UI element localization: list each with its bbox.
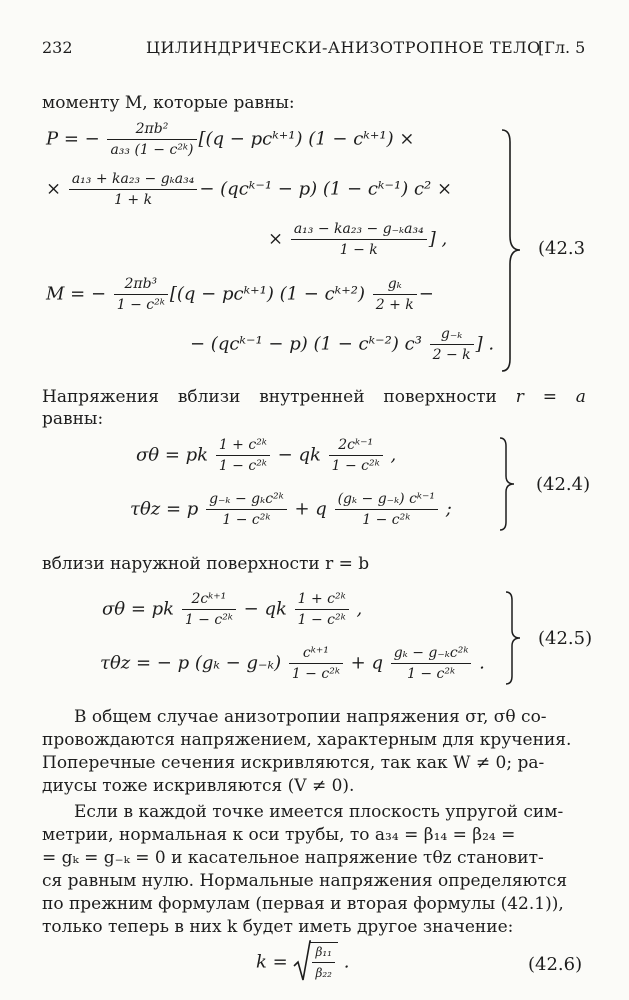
eq-42-3-line4: M = − $\frac{\text{2πb³}}{\text{1 − c²ᵏ}}$ [(q − pcᵏ⁺¹) (1 − cᵏ⁺²) $\frac{\text{gₖ}}{2 + k}$ −: [46, 276, 434, 313]
page-number: 232: [42, 38, 73, 57]
para4-line: Если в каждой точке имеется плоскость упругой сим-: [74, 802, 564, 822]
para2: вблизи наружной поверхности r = b: [42, 554, 370, 574]
chapter-label: [Гл. 5: [538, 38, 586, 57]
para4-line: только теперь в них k будет иметь другое значение:: [42, 917, 514, 937]
intro-line: моменту M, которые равны:: [42, 93, 295, 113]
eq-42-3-number: (42.3: [538, 238, 586, 259]
eq-42-6-line: k = $\frac{\text{β₁₁}}{\text{β₂₂}}$ .: [256, 940, 349, 984]
eq-42-4-line2: τθz = p $\frac{\text{g₋ₖ − gₖc²ᵏ}}{\text{1 − c²ᵏ}}$ + q $\frac{\text{(gₖ − g₋ₖ) cᵏ⁻¹}}{\text{1 − c²ᵏ}}$ ;: [130, 491, 452, 528]
eq-42-3-line3: × $\frac{\text{a₁₃ − ka₂₃ − g₋ₖa₃₄}}{1 - k}$ ] ,: [268, 221, 448, 258]
right-brace-42-5: [504, 590, 522, 686]
para1-line2: равны:: [42, 409, 104, 429]
para3-line: В общем случае анизотропии напряжения σr, σθ со-: [74, 707, 547, 727]
eq-42-5-line2: τθz = − p (gₖ − g₋ₖ) $\frac{\text{cᵏ⁺¹}}{\text{1 − c²ᵏ}}$ + q $\frac{\text{gₖ − g₋ₖc²ᵏ}}{\text{1 − c²ᵏ}}$ .: [100, 645, 485, 682]
para4-line: метрии, нормальная к оси трубы, то a₃₄ = β₁₄ = β₂₄ =: [42, 825, 516, 845]
eq-42-6-number: (42.6): [528, 954, 583, 975]
running-title: ЦИЛИНДРИЧЕСКИ-АНИЗОТРОПНОЕ ТЕЛО: [146, 38, 541, 57]
para4-line: ся равным нулю. Нормальные напряжения определяются: [42, 871, 568, 891]
para3-line: провождаются напряжением, характерным для кручения.: [42, 730, 572, 750]
eq-42-4-line1: σθ = pk $\frac{\text{1 + c²ᵏ}}{\text{1 − c²ᵏ}}$ − qk $\frac{\text{2cᵏ⁻¹}}{\text{1 − c²ᵏ}}$ ,: [136, 437, 397, 474]
right-brace-42-3: [500, 128, 522, 373]
right-brace-42-4: [498, 436, 516, 532]
para1-line1: Напряжения вблизи внутренней поверхности r = a: [42, 387, 586, 407]
para4-line: по прежним формулам (первая и вторая формулы (42.1)),: [42, 894, 564, 914]
para3-line: Поперечные сечения искривляются, так как W ≠ 0; ра-: [42, 753, 545, 773]
eq-42-5-number: (42.5): [538, 628, 593, 649]
eq-42-5-line1: σθ = pk $\frac{\text{2cᵏ⁺¹}}{\text{1 − c²ᵏ}}$ − qk $\frac{\text{1 + c²ᵏ}}{\text{1 − c²ᵏ}}$ ,: [102, 591, 363, 628]
eq-42-4-number: (42.4): [536, 474, 591, 495]
para3-line: диусы тоже искривляются (V ≠ 0).: [42, 776, 355, 796]
eq-42-3-line2: × $\frac{\text{a₁₃ + ka₂₃ − gₖa₃₄}}{1 + k}$ − (qcᵏ⁻¹ − p) (1 − cᵏ⁻¹) c² ×: [46, 171, 453, 208]
eq-42-3-line1: P = − $\frac{\text{2πb²}}{\text{a₃₃ (1 − c²ᵏ)}}$ [(q − pcᵏ⁺¹) (1 − cᵏ⁺¹) ×: [46, 121, 415, 158]
para4-line: = gₖ = g₋ₖ = 0 и касательное напряжение τθz становит-: [42, 848, 544, 868]
eq-42-3-line5: − (qcᵏ⁻¹ − p) (1 − cᵏ⁻²) c³ $\frac{\text{g₋ₖ}}{2 - k}$ ] .: [190, 326, 495, 363]
